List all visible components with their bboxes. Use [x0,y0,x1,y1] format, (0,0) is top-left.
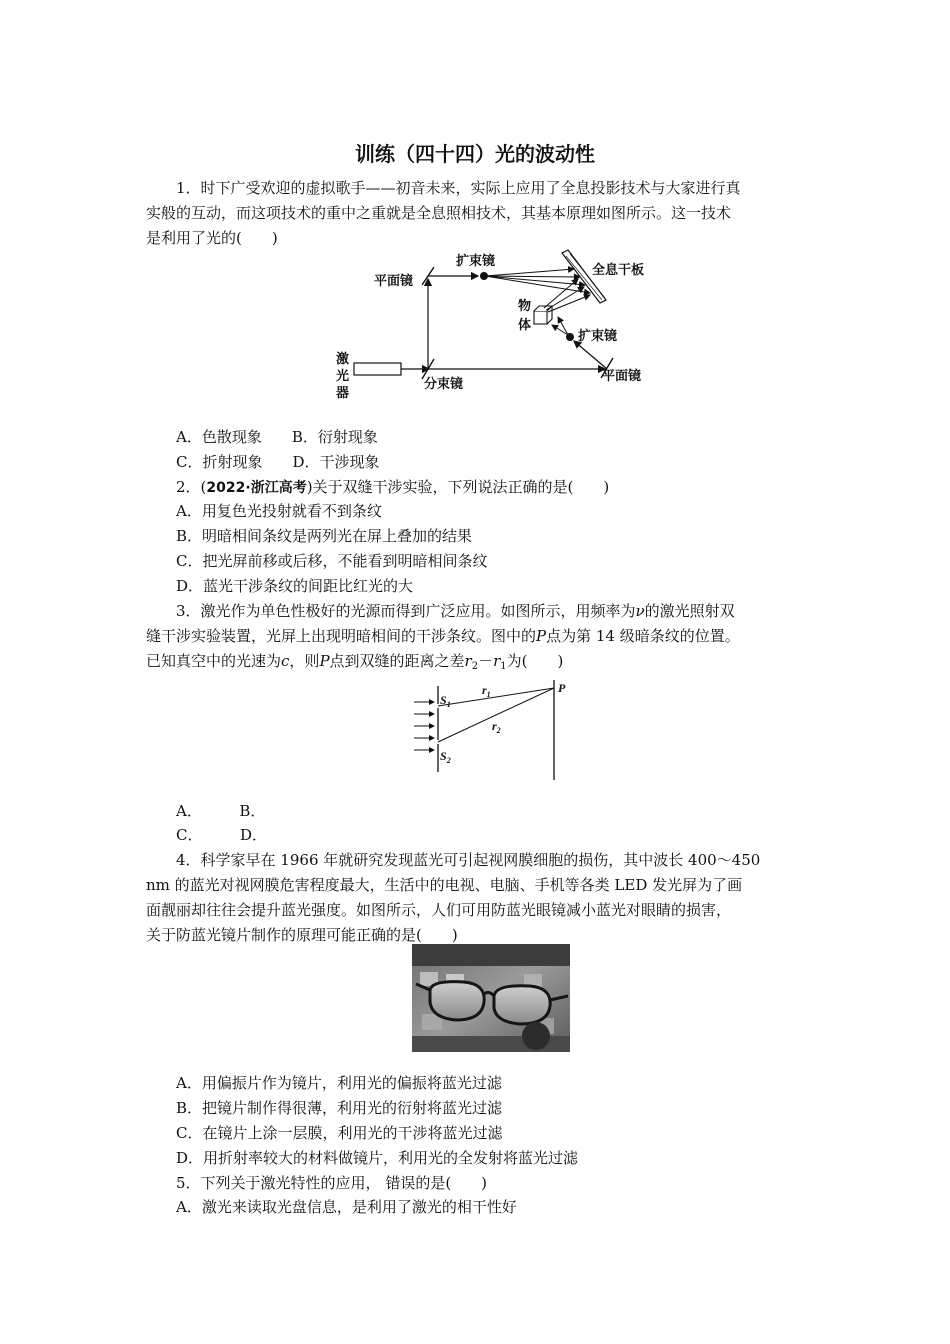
page-title: 训练（四十四）光的波动性 [355,142,595,166]
q5-option-a: A．激光来读取光盘信息，是利用了激光的相干性好 [176,1198,517,1216]
q4-option-d: D．用折射率较大的材料做镜片，利用光的全发射将蓝光过滤 [176,1149,579,1167]
q4-line-2: nm 的蓝光对视网膜危害程度最大，生活中的电视、电脑、手机等各类 LED 发光屏为了画 [146,876,743,894]
double-slit-diagram [408,676,572,784]
label-object-2: 体 [518,318,532,333]
label-beam-splitter: 分束镜 [424,377,464,392]
q1-option-ab: A．色散现象 B．衍射现象 [176,428,378,446]
q2-option-b: B．明暗相间条纹是两列光在屏上叠加的结果 [176,527,473,545]
q1-line-3: 是利用了光的( ) [146,229,278,247]
label-plane-mirror-top: 平面镜 [374,274,414,289]
q4-line-4: 关于防蓝光镜片制作的原理可能正确的是( ) [146,926,458,944]
q1-line-1: 1．时下广受欢迎的虚拟歌手——初音未来，实际上应用了全息投影技术与大家进行真 [176,179,741,197]
label-plane-mirror-bottom: 平面镜 [602,369,642,384]
label-object-1: 物 [518,299,532,314]
q2-source: 2022·浙江高考 [206,480,307,496]
q2-stem: 2．(2022·浙江高考)关于双缝干涉实验，下列说法正确的是( ) [176,478,610,496]
label-laser-2: 光 [336,369,350,384]
blue-light-glasses-photo [412,944,570,1052]
hologram-setup-diagram [330,245,670,405]
q3-option-cd: C． D． [176,826,268,844]
label-expander-bottom: 扩束镜 [578,329,618,344]
q4-option-a: A．用偏振片作为镜片，利用光的偏振将蓝光过滤 [176,1074,502,1092]
label-expander-top: 扩束镜 [456,254,496,269]
q4-option-b: B．把镜片制作得很薄，利用光的衍射将蓝光过滤 [176,1099,503,1117]
q4-option-c: C．在镜片上涂一层膜，利用光的干涉将蓝光过滤 [176,1124,503,1142]
label-hologram-plate: 全息干板 [592,263,645,278]
label-r2: $r_2$ [492,719,501,735]
q2-option-a: A．用复色光投射就看不到条纹 [176,502,382,520]
q3-line-1: 3．激光作为单色性极好的光源而得到广泛应用。如图所示，用频率为ν的激光照射双 [176,602,735,620]
q2-option-d: D．蓝光干涉条纹的间距比红光的大 [176,577,414,595]
label-laser-3: 器 [336,386,350,401]
q3-line-2: 缝干涉实验装置，光屏上出现明暗相间的干涉条纹。图中的P点为第 14 级暗条纹的位置。 [146,627,740,645]
label-laser-1: 激 [336,352,350,367]
q1-option-cd: C．折射现象 D．干涉现象 [176,453,380,471]
label-s1: $S_1$ [440,693,451,709]
label-p: P [558,681,566,695]
q5-stem: 5．下列关于激光特性的应用， 错误的是( ) [176,1174,488,1192]
q4-line-1: 4．科学家早在 1966 年就研究发现蓝光可引起视网膜细胞的损伤，其中波长 400～450 [176,851,761,869]
q4-line-3: 面靓丽却往往会提升蓝光强度。如图所示，人们可用防蓝光眼镜减小蓝光对眼睛的损害， [146,901,732,919]
label-r1: $r_1$ [482,683,491,699]
label-s2: $S_2$ [440,749,451,765]
q2-option-c: C．把光屏前移或后移，不能看到明暗相间条纹 [176,552,488,570]
q1-line-2: 实般的互动，而这项技术的重中之重就是全息照相技术，其基本原理如图所示。这一技术 [146,204,732,222]
q3-option-ab: A． B． [176,802,266,820]
q3-line-3: 已知真空中的光速为c，则P点到双缝的距离之差$r_2-r_1$为( ) [146,652,564,672]
